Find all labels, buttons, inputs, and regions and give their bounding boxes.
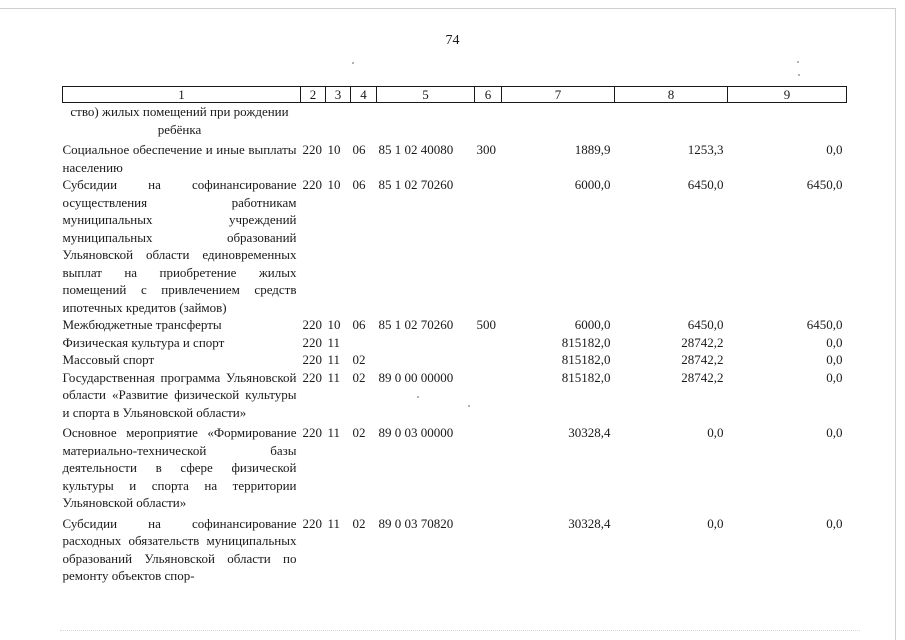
row-code-6: [475, 351, 502, 369]
row-code-4: [351, 334, 377, 352]
row-value-8: 28742,2: [681, 369, 724, 385]
row-value-9: 0,0: [826, 425, 843, 440]
row-code-4: 02: [352, 352, 366, 367]
row-code-6: [475, 103, 502, 139]
row-code-5: 89 0 03 00000: [378, 425, 454, 440]
header-col-6: 6: [475, 87, 502, 103]
row-code-2: 220: [302, 142, 322, 157]
row-code-3: [326, 103, 351, 139]
row-code-2: [301, 103, 326, 139]
row-code-6: [475, 176, 502, 316]
row-value-7: 6000,0: [574, 317, 611, 332]
row-value-8: 28742,2: [681, 352, 724, 367]
row-code-2: 220: [302, 334, 322, 350]
page-number: 74: [445, 33, 460, 48]
row-value-9: 0,0: [826, 334, 843, 350]
row-code-4: 02: [352, 425, 366, 440]
row-code-6: [475, 512, 502, 585]
page-edge-top: [0, 8, 896, 9]
row-code-4: 06: [352, 142, 366, 157]
row-code-5: 89 0 03 70820: [378, 515, 454, 531]
header-row: [63, 87, 847, 103]
row-value-7: 815182,0: [561, 352, 611, 367]
header-col-2: 2: [301, 87, 326, 103]
row-code-4: 06: [352, 177, 366, 192]
header-col-7: 7: [502, 87, 615, 103]
row-name: Субсидии на софинансирование осуществления работникам муниципальных учреждений муниципальных образований Ульяновской области единовременных выплат на приобретение жилых помещений с привлечением средств ипотечных кредитов (займов): [62, 177, 297, 315]
page-edge-right: [895, 8, 896, 640]
row-code-3: 10: [327, 317, 341, 332]
table-row: [63, 138, 847, 176]
table-row: [63, 316, 847, 334]
header-col-5: 5: [377, 87, 475, 103]
row-code-3: 11: [327, 515, 341, 531]
row-value-9: 6450,0: [806, 177, 843, 192]
row-name: Социальное обеспечение и иные выплаты населению: [62, 142, 297, 175]
row-code-2: 220: [302, 177, 322, 192]
row-value-9: 6450,0: [806, 317, 843, 332]
row-code-6: [475, 369, 502, 422]
row-code-3: 11: [327, 425, 341, 440]
row-code-5: 85 1 02 70260: [378, 177, 454, 192]
table-row: [63, 369, 847, 422]
row-code-2: 220: [302, 352, 322, 367]
header-col-8: 8: [615, 87, 728, 103]
row-value-8: 6450,0: [687, 317, 724, 332]
row-value-9: 0,0: [826, 515, 843, 531]
row-code-4: 02: [352, 515, 366, 531]
scan-speck: [797, 61, 799, 63]
row-value-8: 0,0: [707, 515, 724, 531]
row-code-6: 500: [476, 317, 496, 332]
row-name: Массовый спорт: [62, 352, 155, 367]
table-body: [63, 103, 847, 585]
row-value-9: 0,0: [826, 369, 843, 385]
table-row: [63, 512, 847, 585]
row-code-2: 220: [302, 369, 322, 385]
row-code-6: [475, 421, 502, 512]
row-code-5: 89 0 00 00000: [378, 369, 454, 385]
row-value-8: 28742,2: [681, 334, 724, 350]
budget-table: [62, 86, 847, 585]
row-value-7: 815182,0: [561, 334, 611, 350]
row-code-3: 10: [327, 142, 341, 157]
scan-edge-noise: [60, 630, 860, 631]
row-name: Физическая культура и спорт: [62, 334, 225, 350]
row-code-3: 11: [327, 334, 341, 350]
row-code-3: 11: [327, 369, 341, 385]
scan-speck: [352, 62, 354, 64]
row-value-9: [728, 103, 847, 139]
scan-speck: [798, 74, 800, 76]
row-value-7: 6000,0: [574, 177, 611, 192]
row-code-4: 02: [352, 369, 366, 385]
header-col-4: 4: [351, 87, 377, 103]
table-row: [63, 334, 847, 352]
row-value-7: 1889,9: [574, 142, 611, 157]
row-name: Государственная программа Ульяновской области «Развитие физической культуры и спорта в Ульяновской области»: [62, 369, 297, 420]
row-value-7: [502, 103, 615, 139]
row-value-7: 815182,0: [561, 369, 611, 385]
table-row: [63, 103, 847, 139]
row-value-8: 1253,3: [687, 142, 724, 157]
row-code-5: 85 1 02 40080: [378, 142, 454, 157]
row-name: Основное мероприятие «Формирование материально-технической базы деятельности в сфере физической культуры и спорта на территории Ульяновской области»: [62, 425, 297, 510]
row-value-7: 30328,4: [568, 515, 611, 531]
row-name: Субсидии на софинансирование расходных обязательств муниципальных образований Ульяновской области по ремонту объектов спор-: [62, 515, 297, 583]
header-col-3: 3: [326, 87, 351, 103]
row-value-7: 30328,4: [568, 425, 611, 440]
row-code-5: [377, 103, 475, 139]
row-value-9: 0,0: [826, 142, 843, 157]
row-code-5: [377, 334, 475, 352]
row-code-2: 220: [302, 317, 322, 332]
row-code-4: [351, 103, 377, 139]
table-header: [63, 87, 847, 103]
row-code-3: 11: [327, 352, 341, 367]
header-col-1: 1: [63, 87, 301, 103]
row-code-3: 10: [327, 177, 341, 192]
row-code-6: [475, 334, 502, 352]
row-value-8: 6450,0: [687, 177, 724, 192]
header-col-9: 9: [728, 87, 847, 103]
row-code-6: 300: [476, 142, 496, 157]
row-name: Межбюджетные трансферты: [62, 317, 222, 332]
row-value-9: 0,0: [826, 352, 843, 367]
table-row: [63, 351, 847, 369]
row-code-4: 06: [352, 317, 366, 332]
row-code-2: 220: [302, 515, 322, 531]
row-value-8: 0,0: [707, 425, 724, 440]
row-code-5: [377, 351, 475, 369]
row-code-5: 85 1 02 70260: [378, 317, 454, 332]
row-value-8: [615, 103, 728, 139]
row-code-2: 220: [302, 425, 322, 440]
table-row: [63, 176, 847, 316]
row-name: ство) жилых помещений при рождении ребёнка: [70, 104, 289, 137]
table-row: [63, 421, 847, 512]
